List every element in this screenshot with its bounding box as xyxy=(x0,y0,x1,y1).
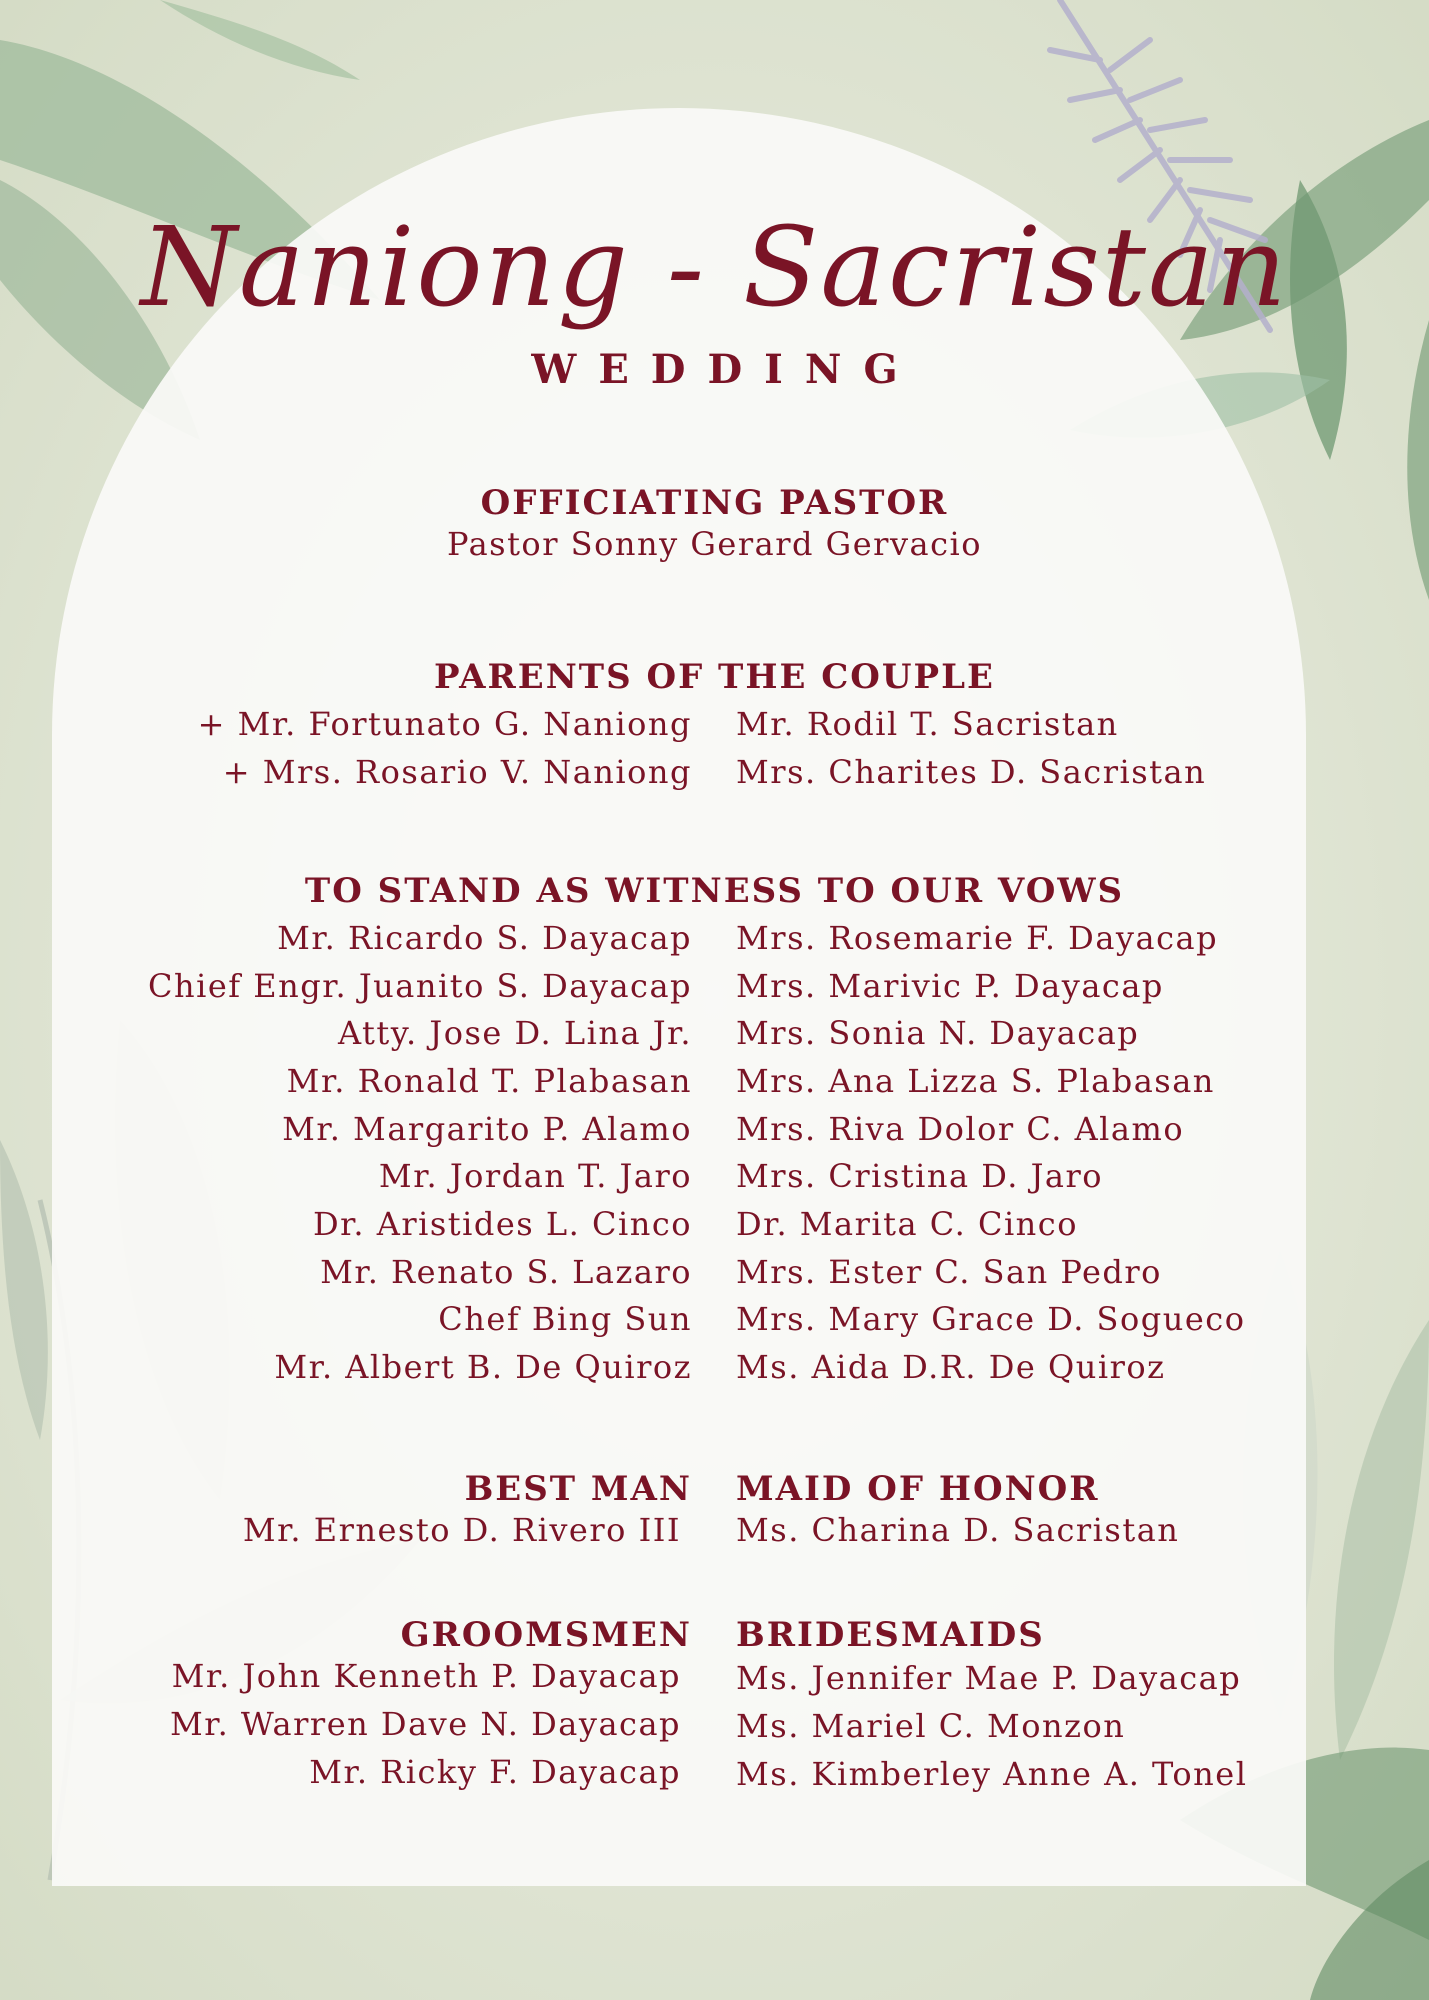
witness-left: Chef Bing Sun xyxy=(438,1300,692,1338)
parent-groom-2: + Mrs. Rosario V. Naniong xyxy=(222,753,692,791)
witness-right: Mrs. Mary Grace D. Sogueco xyxy=(736,1300,1246,1338)
maid-of-honor-heading: MAID OF HONOR xyxy=(736,1469,1100,1509)
witness-left: Atty. Jose D. Lina Jr. xyxy=(337,1014,692,1052)
bridesmaid: Ms. Mariel C. Monzon xyxy=(736,1707,1126,1745)
witness-left: Mr. Ricardo S. Dayacap xyxy=(277,919,692,957)
witness-left: Mr. Albert B. De Quiroz xyxy=(274,1348,692,1386)
witness-left: Mr. Renato S. Lazaro xyxy=(320,1253,692,1291)
groomsman: Mr. John Kenneth P. Dayacap xyxy=(171,1657,681,1695)
witnesses-heading: TO STAND AS WITNESS TO OUR VOWS xyxy=(304,871,1125,911)
best-man-heading: BEST MAN xyxy=(464,1469,692,1509)
wedding-subtitle: WEDDING xyxy=(531,346,920,393)
officiating-heading: OFFICIATING PASTOR xyxy=(480,483,949,523)
witness-right: Mrs. Ester C. San Pedro xyxy=(736,1253,1162,1291)
best-man-name: Mr. Ernesto D. Rivero III xyxy=(242,1511,681,1549)
witness-right: Mrs. Cristina D. Jaro xyxy=(736,1157,1104,1195)
witness-right: Dr. Marita C. Cinco xyxy=(736,1205,1078,1243)
witness-right: Mrs. Rosemarie F. Dayacap xyxy=(736,919,1219,957)
witness-right: Ms. Aida D.R. De Quiroz xyxy=(736,1348,1166,1386)
witness-right: Mrs. Ana Lizza S. Plabasan xyxy=(736,1062,1215,1100)
witness-left: Mr. Jordan T. Jaro xyxy=(378,1157,692,1195)
maid-of-honor-name: Ms. Charina D. Sacristan xyxy=(736,1511,1180,1549)
parent-bride-1: Mr. Rodil T. Sacristan xyxy=(736,705,1119,743)
parent-bride-2: Mrs. Charites D. Sacristan xyxy=(736,753,1207,791)
groomsman: Mr. Ricky F. Dayacap xyxy=(309,1753,681,1791)
couple-title: Naniong - Sacristan xyxy=(140,203,1289,331)
witness-left: Mr. Ronald T. Plabasan xyxy=(286,1062,692,1100)
witness-right: Mrs. Sonia N. Dayacap xyxy=(736,1014,1140,1052)
witness-left: Dr. Aristides L. Cinco xyxy=(312,1205,692,1243)
bridesmaid: Ms. Jennifer Mae P. Dayacap xyxy=(736,1659,1242,1697)
witness-left: Chief Engr. Juanito S. Dayacap xyxy=(147,967,692,1005)
officiating-name: Pastor Sonny Gerard Gervacio xyxy=(446,525,983,563)
parents-heading: PARENTS OF THE COUPLE xyxy=(434,657,995,697)
bridesmaids-heading: BRIDESMAIDS xyxy=(736,1615,1045,1655)
witness-right: Mrs. Marivic P. Dayacap xyxy=(736,967,1164,1005)
witness-right: Mrs. Riva Dolor C. Alamo xyxy=(736,1110,1185,1148)
witness-left: Mr. Margarito P. Alamo xyxy=(282,1110,692,1148)
groomsmen-heading: GROOMSMEN xyxy=(400,1615,692,1655)
bridesmaid: Ms. Kimberley Anne A. Tonel xyxy=(736,1755,1248,1793)
parent-groom-1: + Mr. Fortunato G. Naniong xyxy=(197,705,692,743)
groomsman: Mr. Warren Dave N. Dayacap xyxy=(170,1705,681,1743)
